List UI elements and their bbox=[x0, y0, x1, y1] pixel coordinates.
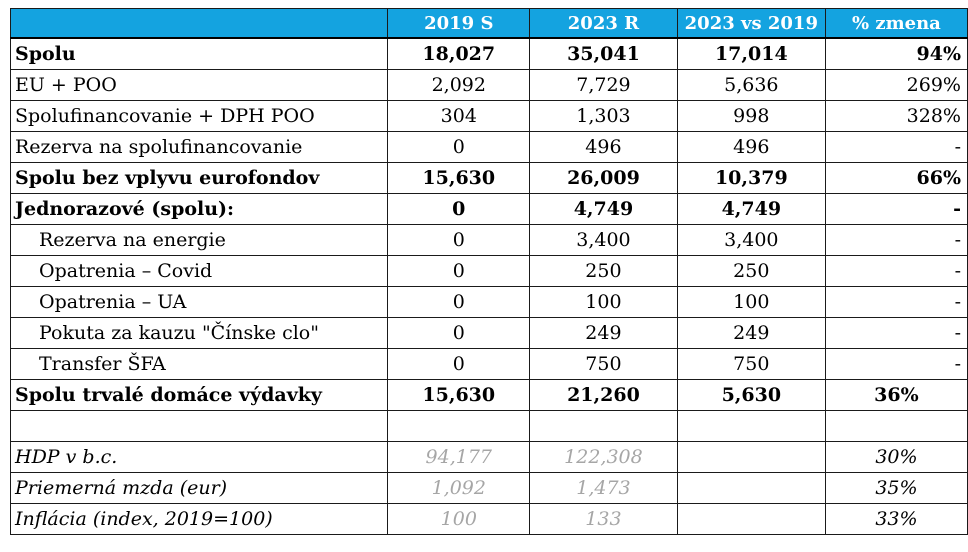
cell-pct: 328% bbox=[825, 101, 967, 132]
cell-diff: 5,630 bbox=[677, 380, 825, 411]
cell-2019: 304 bbox=[388, 101, 530, 132]
cell-2023: 35,041 bbox=[530, 38, 678, 70]
cell-diff: 100 bbox=[677, 287, 825, 318]
cell-pct: - bbox=[825, 349, 967, 380]
cell-diff: 10,379 bbox=[677, 163, 825, 194]
cell-diff: 4,749 bbox=[677, 194, 825, 225]
cell-2023: 4,749 bbox=[530, 194, 678, 225]
table-row bbox=[11, 70, 968, 101]
row-label: Spolu bez vplyvu eurofondov bbox=[11, 163, 388, 194]
cell-pct: 35% bbox=[825, 473, 967, 504]
cell-pct: 33% bbox=[825, 504, 967, 535]
row-label: Jednorazové (spolu): bbox=[11, 194, 388, 225]
cell-diff: 249 bbox=[677, 318, 825, 349]
table-row-empty bbox=[11, 411, 968, 442]
cell-2019: 18,027 bbox=[388, 38, 530, 70]
row-label: HDP v b.c. bbox=[11, 442, 388, 473]
row-label: EU + POO bbox=[11, 70, 388, 101]
cell-diff bbox=[677, 473, 825, 504]
cell-pct: 94% bbox=[825, 38, 967, 70]
row-label: Priemerná mzda (eur) bbox=[11, 473, 388, 504]
cell-2019: 0 bbox=[388, 194, 530, 225]
row-label: Spolu trvalé domáce výdavky bbox=[11, 380, 388, 411]
cell-2019: 0 bbox=[388, 287, 530, 318]
cell-2019: 100 bbox=[388, 504, 530, 535]
cell-2023: 3,400 bbox=[530, 225, 678, 256]
table-row bbox=[11, 132, 968, 163]
cell-diff bbox=[677, 411, 825, 442]
cell-2023: 26,009 bbox=[530, 163, 678, 194]
cell-2019: 1,092 bbox=[388, 473, 530, 504]
table-row-subtotal bbox=[11, 194, 968, 225]
cell-2019: 2,092 bbox=[388, 70, 530, 101]
cell-2023: 750 bbox=[530, 349, 678, 380]
cell-diff: 3,400 bbox=[677, 225, 825, 256]
cell-pct: - bbox=[825, 318, 967, 349]
cell-diff: 750 bbox=[677, 349, 825, 380]
header-2023: 2023 R bbox=[530, 9, 678, 39]
table-row bbox=[11, 225, 968, 256]
cell-diff: 998 bbox=[677, 101, 825, 132]
cell-pct: 30% bbox=[825, 442, 967, 473]
cell-2023: 21,260 bbox=[530, 380, 678, 411]
row-label: Spolufinancovanie + DPH POO bbox=[11, 101, 388, 132]
cell-pct: 66% bbox=[825, 163, 967, 194]
cell-pct: - bbox=[825, 132, 967, 163]
cell-pct: - bbox=[825, 225, 967, 256]
table-row-indicator bbox=[11, 473, 968, 504]
table-row bbox=[11, 349, 968, 380]
table-row-indicator bbox=[11, 504, 968, 535]
row-label: Spolu bbox=[11, 38, 388, 70]
table-row-indicator bbox=[11, 442, 968, 473]
cell-2023: 7,729 bbox=[530, 70, 678, 101]
cell-diff: 17,014 bbox=[677, 38, 825, 70]
cell-2019: 0 bbox=[388, 318, 530, 349]
table-row-total bbox=[11, 38, 968, 70]
cell-pct: - bbox=[825, 287, 967, 318]
cell-2019: 0 bbox=[388, 349, 530, 380]
cell-2023: 250 bbox=[530, 256, 678, 287]
row-label: Opatrenia – UA bbox=[11, 287, 388, 318]
row-label: Inflácia (index, 2019=100) bbox=[11, 504, 388, 535]
cell-2019: 0 bbox=[388, 132, 530, 163]
header-label bbox=[11, 9, 388, 39]
cell-2023: 122,308 bbox=[530, 442, 678, 473]
cell-pct: - bbox=[825, 256, 967, 287]
cell-2019: 0 bbox=[388, 256, 530, 287]
cell-2019: 0 bbox=[388, 225, 530, 256]
cell-pct: - bbox=[825, 194, 967, 225]
row-label: Rezerva na spolufinancovanie bbox=[11, 132, 388, 163]
header-pct: % zmena bbox=[825, 9, 967, 39]
cell-2023: 496 bbox=[530, 132, 678, 163]
header-diff: 2023 vs 2019 bbox=[677, 9, 825, 39]
cell-diff: 5,636 bbox=[677, 70, 825, 101]
row-label: Transfer ŠFA bbox=[11, 349, 388, 380]
cell-pct: 36% bbox=[825, 380, 967, 411]
cell-diff bbox=[677, 442, 825, 473]
cell-2019: 15,630 bbox=[388, 163, 530, 194]
cell-2019: 94,177 bbox=[388, 442, 530, 473]
row-label: Pokuta za kauzu "Čínske clo" bbox=[11, 318, 388, 349]
cell-2023: 249 bbox=[530, 318, 678, 349]
cell-2023 bbox=[530, 411, 678, 442]
expenditure-table bbox=[10, 8, 968, 535]
cell-2019 bbox=[388, 411, 530, 442]
cell-diff: 250 bbox=[677, 256, 825, 287]
cell-2023: 133 bbox=[530, 504, 678, 535]
row-label bbox=[11, 411, 388, 442]
cell-2023: 1,473 bbox=[530, 473, 678, 504]
table-row bbox=[11, 318, 968, 349]
table-row-subtotal bbox=[11, 163, 968, 194]
row-label: Rezerva na energie bbox=[11, 225, 388, 256]
cell-pct: 269% bbox=[825, 70, 967, 101]
table-header-row bbox=[11, 9, 968, 39]
table-row bbox=[11, 256, 968, 287]
cell-2023: 1,303 bbox=[530, 101, 678, 132]
cell-diff bbox=[677, 504, 825, 535]
table-row-subtotal bbox=[11, 380, 968, 411]
cell-2019: 15,630 bbox=[388, 380, 530, 411]
row-label: Opatrenia – Covid bbox=[11, 256, 388, 287]
table-row bbox=[11, 101, 968, 132]
header-2019: 2019 S bbox=[388, 9, 530, 39]
cell-pct bbox=[825, 411, 967, 442]
cell-2023: 100 bbox=[530, 287, 678, 318]
cell-diff: 496 bbox=[677, 132, 825, 163]
table-row bbox=[11, 287, 968, 318]
